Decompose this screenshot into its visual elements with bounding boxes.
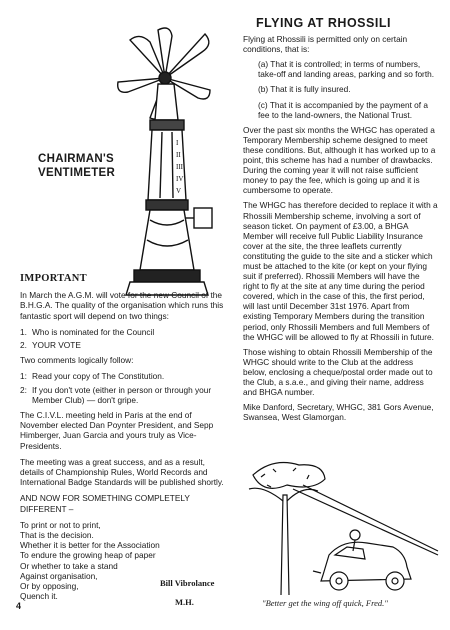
poem-line: Quench it. (20, 591, 58, 602)
svg-text:III: III (176, 163, 183, 171)
item-text: Who is nominated for the Council (32, 326, 155, 337)
poem-line: That is the decision. (20, 530, 94, 541)
meeting-paragraph: The meeting was a great success, and as a result, details of Championship Rules, World Records and International Badge Standards will be published shortly. (20, 456, 224, 488)
condition-item: (b) That it is fully insured. (258, 84, 351, 95)
page-number: 4 (16, 601, 22, 611)
poem-line: Or by opposing, (20, 581, 79, 592)
item-number: 2: (20, 384, 27, 395)
civl-paragraph: The C.I.V.L. meeting held in Paris at the end of November elected Dan Poynter President, and Sepp Himberger, Juan Garcia and yours truly as Vice-Presidents. (20, 410, 214, 451)
svg-text:I: I (176, 139, 179, 147)
article-paragraph: The WHGC has therefore decided to replace it with a Rhossili Membership scheme, involving a sort of season ticket. On payment of £3.00, a BHGA Member will receive full Public Liability Insurance cover at the site, the three leaflets currently constituting the guide to the site and a sticker which must be attached to the kite (or kept on your flying suit if preferred). Rhossili Members will have the right to fly at the site at any time during the period covered, which in the case of this, the first period, will last until December 31st 1976. Apart from existing Temporary Members during the transition period, only Rhossili Members and full Members of the WHGC will be allowed to fly at Rhossili in future. (243, 200, 438, 342)
article-paragraph: Over the past six months the WHGC has operated a Temporary Membership scheme designed to meet these conditions. But, although it has worked up to a point, this scheme has had a number of drawbacks. During the coming year it will not raise sufficient money to pay the fee, which is going up and it is cumbersome to operate. (243, 124, 436, 196)
caption-line-2: VENTIMETER (38, 167, 116, 179)
comments-intro: Two comments logically follow: (20, 355, 134, 366)
item-number: 1: (20, 371, 27, 382)
ventimeter-caption (38, 152, 148, 180)
item-text: Read your copy of The Constitution. (32, 371, 165, 382)
poem-line: To print or not to print, (20, 519, 101, 530)
article-intro: Flying at Rhossili is permitted only on certain conditions, that is: (243, 34, 408, 55)
svg-text:IV: IV (176, 175, 184, 183)
list-item (20, 371, 225, 381)
cartoon-illustration (243, 455, 440, 595)
poem-line: Against organisation, (20, 570, 98, 581)
rhossili-article (243, 18, 438, 427)
contact-address: Mike Danford, Secretary, WHGC, 381 Gors Avenue, Swansea, West Glamorgan. (243, 402, 434, 423)
list-item (20, 340, 225, 350)
article-title: FLYING AT RHOSSILI (256, 16, 391, 30)
item-number: 2. (20, 340, 27, 351)
important-section (20, 274, 225, 601)
item-number: 1. (20, 326, 27, 337)
cartoon-caption: "Better get the wing off quick, Fred." (262, 598, 388, 608)
important-heading: IMPORTANT (20, 273, 87, 284)
svg-text:V: V (176, 187, 182, 195)
poem-line: Whether it is better for the Association (20, 540, 160, 551)
svg-text:II: II (176, 151, 181, 159)
caption-line-1: CHAIRMAN'S (38, 153, 115, 165)
list-item (20, 385, 225, 405)
poem-line: Or whether to take a stand (20, 560, 118, 571)
condition-item: (a) That it is controlled; in terms of numbers, take-off and landing areas, parking and so forth. (258, 59, 435, 80)
article-paragraph: Those wishing to obtain Rhossili Membership of the WHGC should write to the Club at the address below, enclosing a cheque/postal order made out to the Club, a s.a.e., and giving their name, address and BHGA number. (243, 346, 433, 398)
condition-item: (c) That it is accompanied by the payment of a fee to the land-owners, the National Trust. (258, 99, 429, 120)
poem-line: To endure the growing heap of paper (20, 550, 156, 561)
list-item (20, 327, 225, 337)
item-text: If you don't vote (either in person or through your Member Club) — don't gripe. (32, 384, 212, 405)
author-initials: M.H. (175, 597, 194, 607)
signature: Bill Vibrolance (160, 578, 215, 588)
poem (20, 520, 225, 602)
now-for-paragraph: AND NOW FOR SOMETHING COMPLETELY DIFFERENT – (20, 493, 190, 514)
agm-paragraph: In March the A.G.M. will vote for the new Council of the B.H.G.A. The quality of the organisation which runs this fantastic sport will depend on two things: (20, 290, 224, 321)
item-text: YOUR VOTE (32, 340, 81, 351)
